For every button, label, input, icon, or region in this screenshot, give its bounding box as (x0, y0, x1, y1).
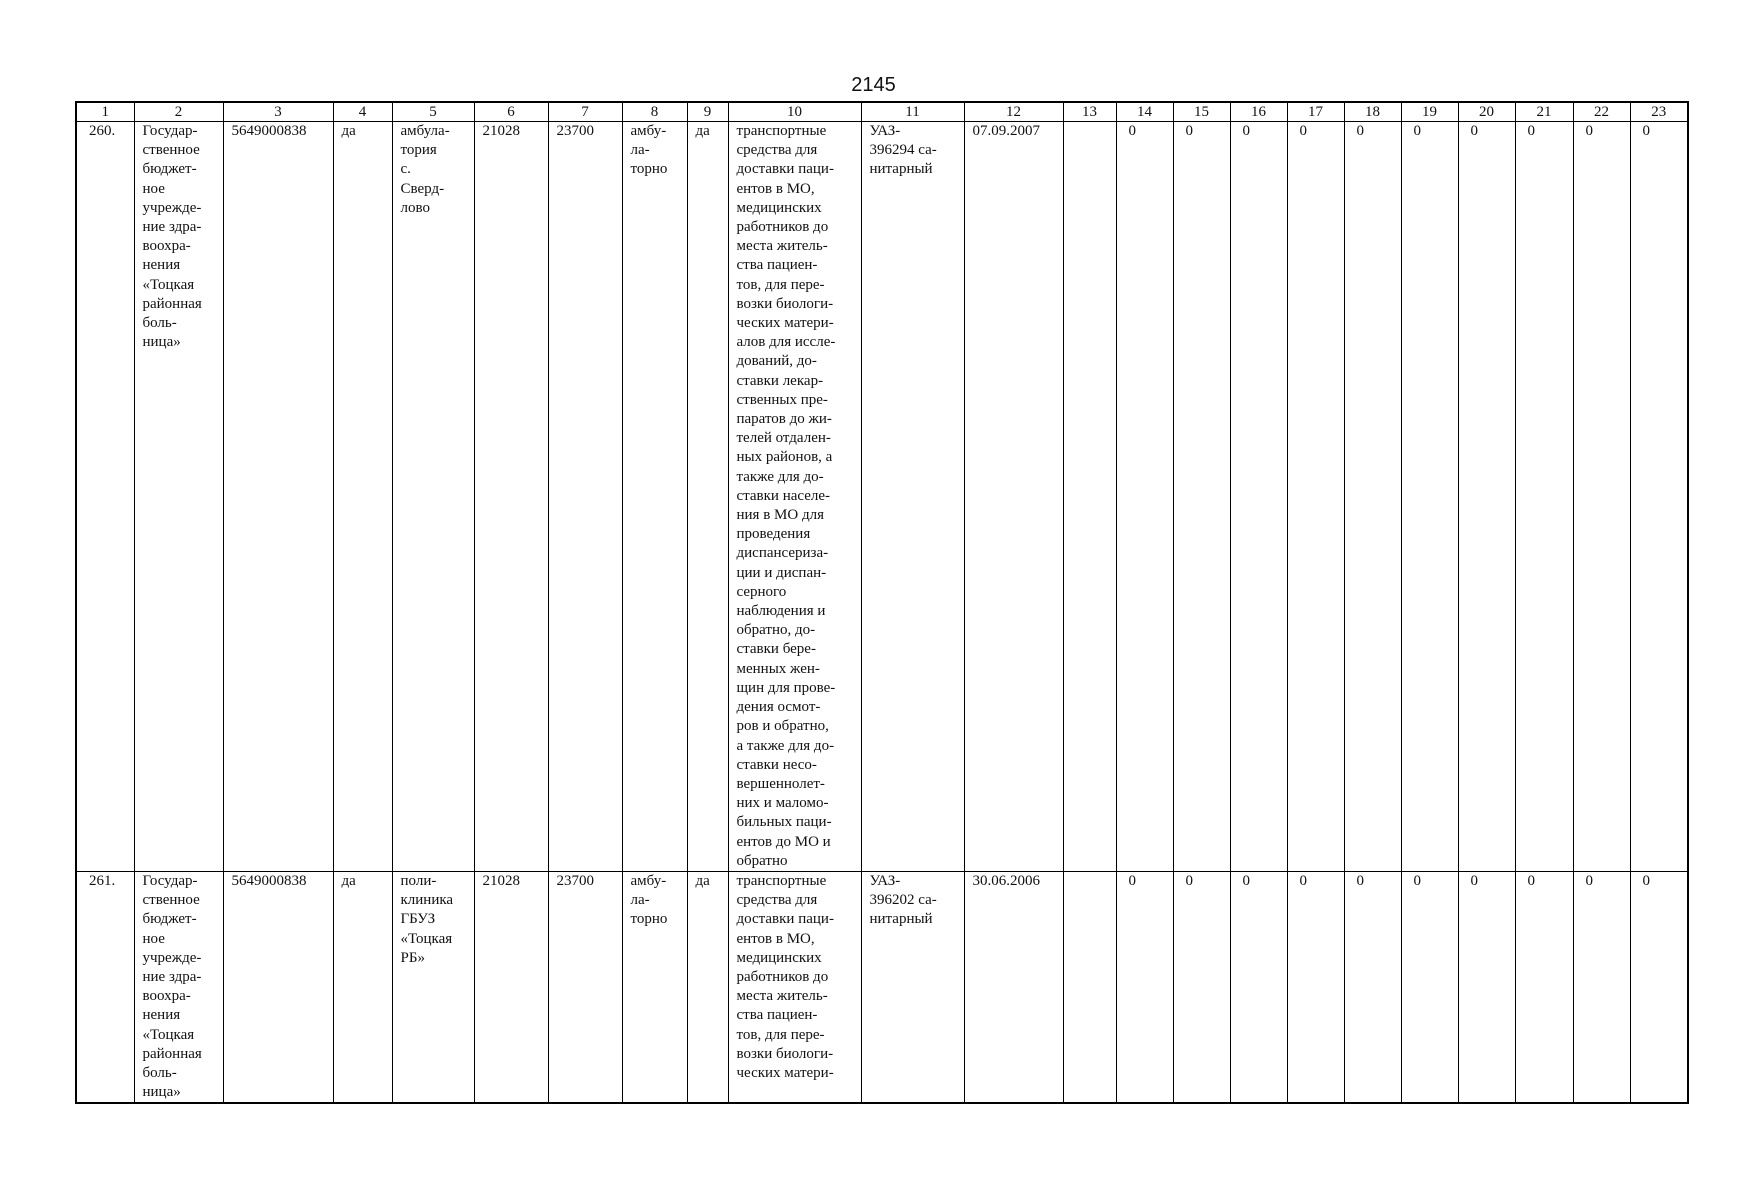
column-header-5: 5 (392, 102, 474, 122)
cell-flag-2: да (687, 871, 728, 1103)
column-header-13: 13 (1063, 102, 1116, 122)
cell-col-14: 0 (1116, 122, 1173, 872)
column-header-11: 11 (861, 102, 964, 122)
column-header-6: 6 (474, 102, 548, 122)
cell-col-21: 0 (1515, 122, 1573, 872)
column-header-14: 14 (1116, 102, 1173, 122)
cell-unit: поли- клиника ГБУЗ «Тоцкая РБ» (392, 871, 474, 1103)
cell-col-15: 0 (1173, 871, 1230, 1103)
cell-col-23: 0 (1630, 122, 1688, 872)
column-header-20: 20 (1458, 102, 1515, 122)
cell-code-2: 23700 (548, 871, 622, 1103)
cell-col-20: 0 (1458, 871, 1515, 1103)
cell-col-20: 0 (1458, 122, 1515, 872)
cell-col-22: 0 (1573, 122, 1630, 872)
header-row (76, 102, 1688, 122)
cell-col-21: 0 (1515, 871, 1573, 1103)
cell-flag-2: да (687, 122, 728, 872)
cell-date: 07.09.2007 (964, 122, 1063, 872)
cell-col-22: 0 (1573, 871, 1630, 1103)
cell-unit: амбула- тория с. Сверд- лово (392, 122, 474, 872)
cell-col-17: 0 (1287, 871, 1344, 1103)
cell-col-15: 0 (1173, 122, 1230, 872)
column-header-10: 10 (728, 102, 861, 122)
cell-col-13 (1063, 871, 1116, 1103)
cell-institution-name: Государ- ственное бюджет- ное учрежде- ние здра- воохра- нения «Тоцкая районная боль- ница» (134, 122, 223, 872)
cell-flag: да (333, 122, 392, 872)
cell-date: 30.06.2006 (964, 871, 1063, 1103)
cell-vehicle: УАЗ- 396294 са- нитарный (861, 122, 964, 872)
table-row (76, 871, 1688, 1103)
cell-care-type: амбу- ла- торно (622, 871, 687, 1103)
cell-code-1: 21028 (474, 122, 548, 872)
cell-flag: да (333, 871, 392, 1103)
cell-col-17: 0 (1287, 122, 1344, 872)
column-header-16: 16 (1230, 102, 1287, 122)
column-header-19: 19 (1401, 102, 1458, 122)
data-table (75, 101, 1689, 1104)
cell-purpose: транспортные средства для доставки паци- ентов в МО, медицинских работников до места житель- ства пациен- тов, для пере- возки биологи- ческих матери- (728, 871, 861, 1103)
cell-row-number: 260. (76, 122, 134, 872)
cell-code-2: 23700 (548, 122, 622, 872)
table-row (76, 122, 1688, 872)
cell-col-16: 0 (1230, 122, 1287, 872)
cell-col-16: 0 (1230, 871, 1287, 1103)
cell-institution-name: Государ- ственное бюджет- ное учрежде- ние здра- воохра- нения «Тоцкая районная боль- ница» (134, 871, 223, 1103)
column-header-4: 4 (333, 102, 392, 122)
column-header-1: 1 (76, 102, 134, 122)
column-header-17: 17 (1287, 102, 1344, 122)
column-header-12: 12 (964, 102, 1063, 122)
cell-code-1: 21028 (474, 871, 548, 1103)
cell-row-number: 261. (76, 871, 134, 1103)
column-header-23: 23 (1630, 102, 1688, 122)
cell-vehicle: УАЗ- 396202 са- нитарный (861, 871, 964, 1103)
page-number: 2145 (851, 74, 896, 96)
cell-inn: 5649000838 (223, 122, 333, 872)
column-header-2: 2 (134, 102, 223, 122)
column-header-9: 9 (687, 102, 728, 122)
column-header-18: 18 (1344, 102, 1401, 122)
column-header-15: 15 (1173, 102, 1230, 122)
column-header-22: 22 (1573, 102, 1630, 122)
cell-col-23: 0 (1630, 871, 1688, 1103)
column-header-7: 7 (548, 102, 622, 122)
cell-purpose: транспортные средства для доставки паци- ентов в МО, медицинских работников до места житель- ства пациен- тов, для пере- возки биологи- ческих матери- алов для иссле- дований, до- ставки лекар- ственных пре- паратов до жи- телей отдален- ных районов, а также для до- ставки населе- ния в МО для проведения диспансериза- ции и диспан- серного наблюдения и обратно, до- ставки бере- менных жен- щин для прове- дения осмот- ров и обратно, а также для до- ставки несо- вершеннолет- них и маломо- бильных паци- ентов до МО и обратно (728, 122, 861, 872)
column-header-8: 8 (622, 102, 687, 122)
cell-col-19: 0 (1401, 871, 1458, 1103)
cell-col-18: 0 (1344, 122, 1401, 872)
cell-col-18: 0 (1344, 871, 1401, 1103)
column-header-21: 21 (1515, 102, 1573, 122)
cell-inn: 5649000838 (223, 871, 333, 1103)
cell-col-19: 0 (1401, 122, 1458, 872)
cell-care-type: амбу- ла- торно (622, 122, 687, 872)
cell-col-14: 0 (1116, 871, 1173, 1103)
column-header-3: 3 (223, 102, 333, 122)
cell-col-13 (1063, 122, 1116, 872)
